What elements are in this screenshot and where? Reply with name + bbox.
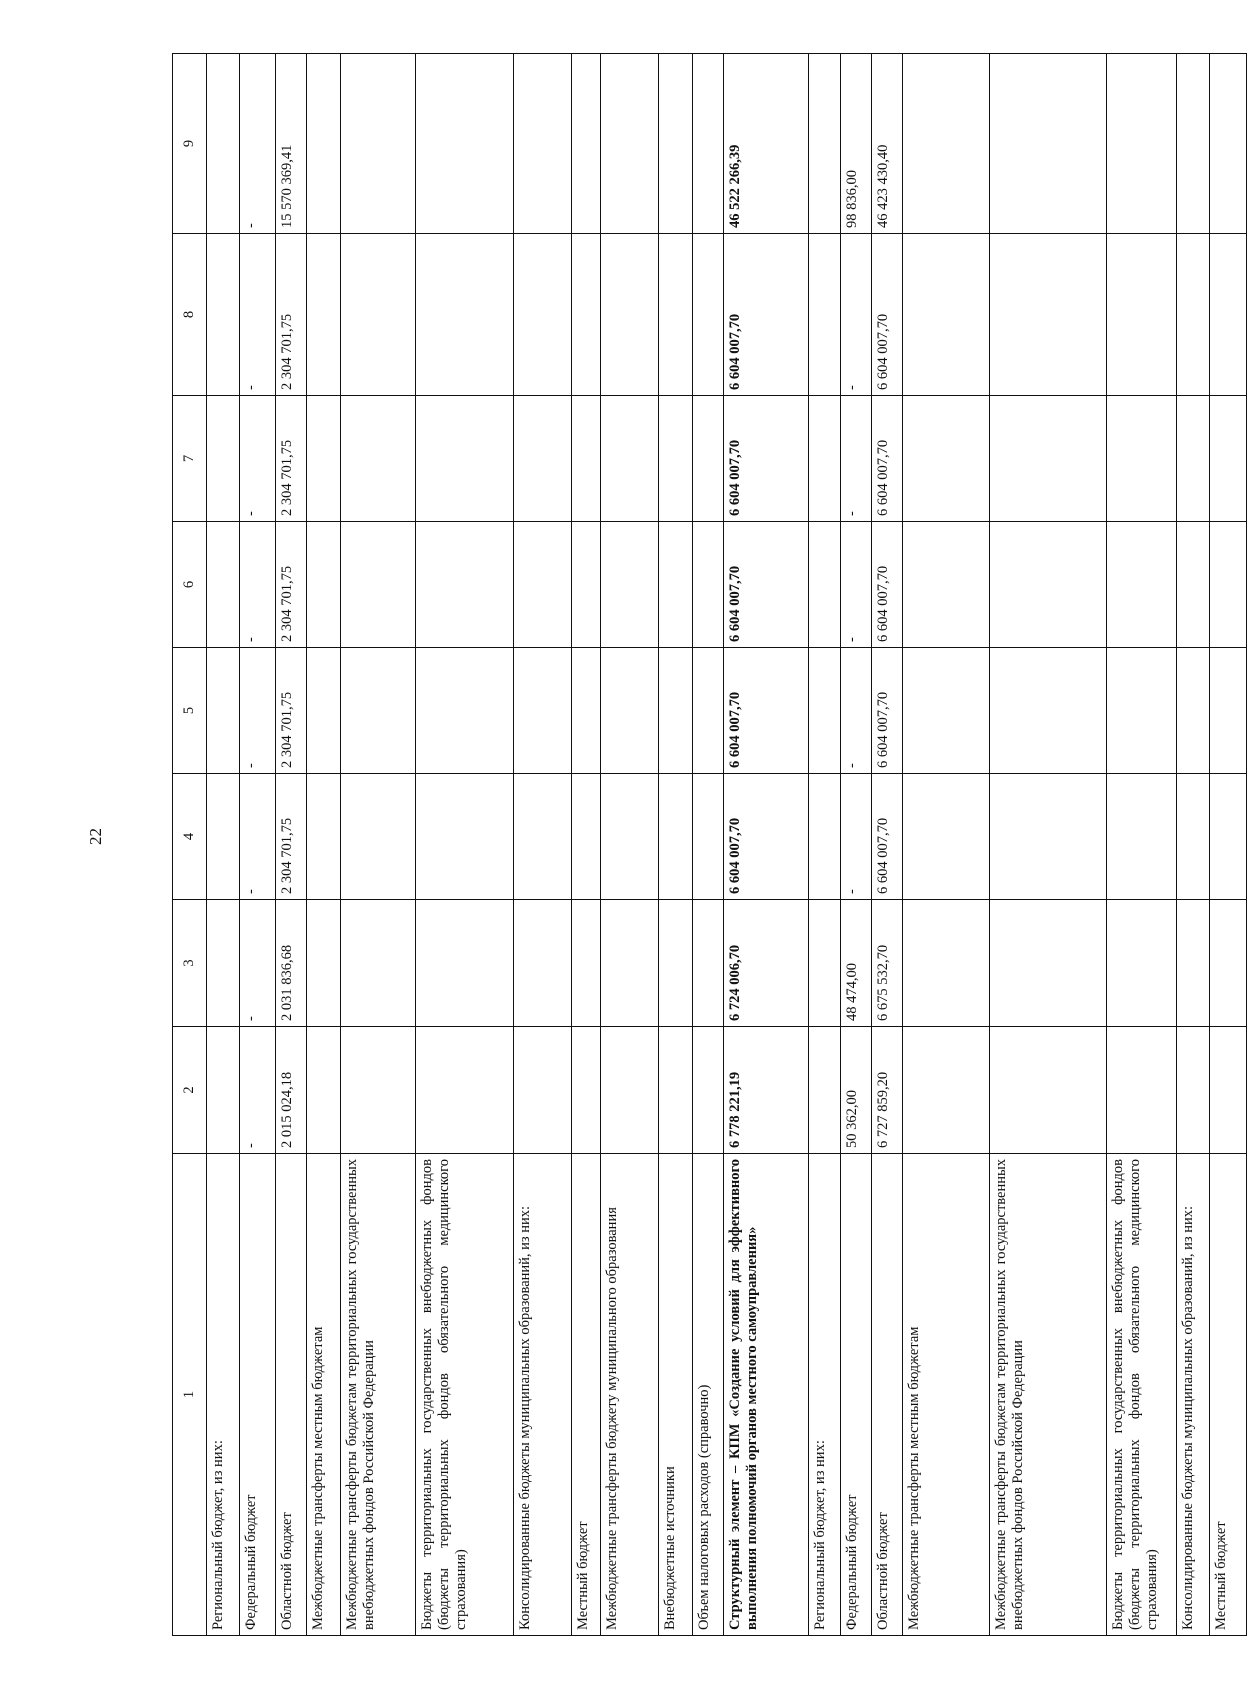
value-cell: -: [840, 774, 871, 900]
table-row: [276, 54, 307, 1636]
table-row: [1209, 54, 1246, 1636]
value-cell: [1209, 648, 1246, 774]
value-cell: 2 015 024,18: [276, 1027, 307, 1154]
table-row: [307, 54, 341, 1636]
value-cell: [692, 774, 723, 900]
value-cell: [415, 900, 513, 1027]
value-cell: [903, 522, 989, 648]
value-cell: -: [840, 522, 871, 648]
value-cell: [341, 234, 415, 396]
value-cell: [341, 522, 415, 648]
value-cell: [1107, 648, 1177, 774]
value-cell: [415, 774, 513, 900]
value-cell: [600, 54, 659, 234]
value-cell: [989, 234, 1107, 396]
value-cell: [206, 648, 240, 774]
value-cell: [1209, 1027, 1246, 1154]
value-cell: 15 570 369,41: [276, 54, 307, 234]
row-label: Межбюджетные трансферты бюджету муниципального образования: [600, 1154, 659, 1636]
table-row: [903, 54, 989, 1636]
value-cell: [692, 522, 723, 648]
value-cell: [692, 900, 723, 1027]
value-cell: [989, 648, 1107, 774]
value-cell: [571, 900, 600, 1027]
row-label: Бюджеты территориальных государственных внебюджетных фондов (бюджеты территориальных фондов обязательного медицинского страхования): [1107, 1154, 1177, 1636]
value-cell: [600, 396, 659, 522]
table-row: [206, 54, 240, 1636]
table-row: [840, 54, 871, 1636]
value-cell: 6 604 007,70: [724, 774, 809, 900]
value-cell: [1209, 900, 1246, 1027]
row-label: Внебюджетные источники: [659, 1154, 693, 1636]
value-cell: [571, 54, 600, 234]
table-row: [809, 54, 840, 1636]
row-label: Местный бюджет: [571, 1154, 600, 1636]
value-cell: [1177, 396, 1209, 522]
value-cell: [307, 900, 341, 1027]
value-cell: [415, 234, 513, 396]
value-cell: [809, 522, 840, 648]
value-cell: 2 304 701,75: [276, 774, 307, 900]
value-cell: [1209, 234, 1246, 396]
value-cell: [659, 396, 693, 522]
table-row: [513, 54, 571, 1636]
value-cell: [1177, 54, 1209, 234]
value-cell: [206, 54, 240, 234]
value-cell: [206, 396, 240, 522]
row-label: Межбюджетные трансферты местным бюджетам: [903, 1154, 989, 1636]
value-cell: [307, 1027, 341, 1154]
value-cell: 48 474,00: [840, 900, 871, 1027]
row-label: Бюджеты территориальных государственных внебюджетных фондов (бюджеты территориальных фондов обязательного медицинского страхования): [415, 1154, 513, 1636]
value-cell: -: [840, 648, 871, 774]
value-cell: [206, 900, 240, 1027]
table-row: [871, 54, 902, 1636]
value-cell: [1177, 648, 1209, 774]
column-header: 5: [173, 648, 207, 774]
column-header: 2: [173, 1027, 207, 1154]
value-cell: [415, 522, 513, 648]
value-cell: [415, 1027, 513, 1154]
value-cell: 6 604 007,70: [871, 522, 902, 648]
value-cell: 2 304 701,75: [276, 234, 307, 396]
value-cell: -: [840, 234, 871, 396]
row-label: Объем налоговых расходов (справочно): [692, 1154, 723, 1636]
value-cell: [989, 396, 1107, 522]
value-cell: [1107, 396, 1177, 522]
value-cell: 6 604 007,70: [724, 522, 809, 648]
value-cell: 6 604 007,70: [724, 648, 809, 774]
value-cell: [903, 1027, 989, 1154]
value-cell: [809, 234, 840, 396]
column-header: 8: [173, 234, 207, 396]
value-cell: [1209, 396, 1246, 522]
value-cell: [600, 774, 659, 900]
value-cell: [1107, 900, 1177, 1027]
table-row: [600, 54, 659, 1636]
value-cell: [341, 1027, 415, 1154]
value-cell: [659, 774, 693, 900]
row-label: Консолидированные бюджеты муниципальных образований, из них:: [513, 1154, 571, 1636]
value-cell: 46 423 430,40: [871, 54, 902, 234]
value-cell: [600, 900, 659, 1027]
value-cell: [809, 774, 840, 900]
column-header: 9: [173, 54, 207, 234]
value-cell: [600, 648, 659, 774]
column-header: 6: [173, 522, 207, 648]
column-header: 1: [173, 1154, 207, 1636]
value-cell: [903, 234, 989, 396]
value-cell: [692, 396, 723, 522]
value-cell: -: [240, 900, 276, 1027]
value-cell: [809, 54, 840, 234]
row-label: Местный бюджет: [1209, 1154, 1246, 1636]
value-cell: [692, 54, 723, 234]
value-cell: [1107, 1027, 1177, 1154]
value-cell: [571, 234, 600, 396]
value-cell: [513, 234, 571, 396]
value-cell: [571, 396, 600, 522]
value-cell: 2 031 836,68: [276, 900, 307, 1027]
value-cell: [1107, 774, 1177, 900]
value-cell: [903, 648, 989, 774]
value-cell: [513, 522, 571, 648]
table-row: [1177, 54, 1209, 1636]
value-cell: [206, 774, 240, 900]
value-cell: 6 604 007,70: [724, 396, 809, 522]
table-row: [341, 54, 415, 1636]
table-header-row: [173, 54, 207, 1636]
value-cell: [513, 774, 571, 900]
value-cell: [1209, 54, 1246, 234]
value-cell: [341, 648, 415, 774]
value-cell: 6 604 007,70: [871, 648, 902, 774]
value-cell: [513, 396, 571, 522]
value-cell: 6 724 006,70: [724, 900, 809, 1027]
value-cell: -: [240, 54, 276, 234]
table-row: [659, 54, 693, 1636]
row-label: Консолидированные бюджеты муниципальных образований, из них:: [1177, 1154, 1209, 1636]
value-cell: [1177, 522, 1209, 648]
table-row: [240, 54, 276, 1636]
table-row: [1107, 54, 1177, 1636]
value-cell: [513, 648, 571, 774]
value-cell: 2 304 701,75: [276, 396, 307, 522]
value-cell: 6 727 859,20: [871, 1027, 902, 1154]
value-cell: [307, 522, 341, 648]
value-cell: [1177, 900, 1209, 1027]
value-cell: [206, 234, 240, 396]
value-cell: [989, 900, 1107, 1027]
value-cell: [307, 234, 341, 396]
value-cell: [659, 1027, 693, 1154]
value-cell: [1177, 1027, 1209, 1154]
column-header: 4: [173, 774, 207, 900]
table-row: [692, 54, 723, 1636]
row-label: Межбюджетные трансферты бюджетам территориальных государственных внебюджетных фондов Российской Федерации: [341, 1154, 415, 1636]
row-label: Федеральный бюджет: [840, 1154, 871, 1636]
row-label: Региональный бюджет, из них:: [206, 1154, 240, 1636]
value-cell: [341, 774, 415, 900]
value-cell: 46 522 266,39: [724, 54, 809, 234]
value-cell: [989, 774, 1107, 900]
value-cell: [809, 1027, 840, 1154]
budget-table: [172, 53, 1247, 1636]
value-cell: [903, 54, 989, 234]
table-row: [724, 54, 809, 1636]
value-cell: 6 604 007,70: [871, 774, 902, 900]
value-cell: [415, 396, 513, 522]
value-cell: 6 778 221,19: [724, 1027, 809, 1154]
value-cell: [307, 54, 341, 234]
value-cell: [341, 900, 415, 1027]
row-label: Структурный элемент – КПМ «Создание условий для эффективного выполнения полномочий органов местного самоуправления»: [724, 1154, 809, 1636]
value-cell: [692, 234, 723, 396]
value-cell: [513, 1027, 571, 1154]
column-header: 3: [173, 900, 207, 1027]
value-cell: [307, 774, 341, 900]
value-cell: [206, 1027, 240, 1154]
value-cell: [1209, 522, 1246, 648]
page-number: 22: [86, 828, 105, 845]
value-cell: [571, 522, 600, 648]
value-cell: [1107, 522, 1177, 648]
value-cell: [600, 1027, 659, 1154]
value-cell: 2 304 701,75: [276, 522, 307, 648]
row-label: Областной бюджет: [871, 1154, 902, 1636]
value-cell: [903, 396, 989, 522]
value-cell: -: [240, 396, 276, 522]
value-cell: [513, 54, 571, 234]
value-cell: [571, 648, 600, 774]
value-cell: [415, 54, 513, 234]
value-cell: 6 604 007,70: [871, 396, 902, 522]
value-cell: 98 836,00: [840, 54, 871, 234]
value-cell: [989, 1027, 1107, 1154]
value-cell: [989, 522, 1107, 648]
value-cell: [571, 1027, 600, 1154]
rotated-table-wrapper: [172, 54, 1247, 1636]
column-header: 7: [173, 396, 207, 522]
table-row: [415, 54, 513, 1636]
value-cell: [659, 234, 693, 396]
value-cell: [415, 648, 513, 774]
value-cell: -: [840, 396, 871, 522]
row-label: Региональный бюджет, из них:: [809, 1154, 840, 1636]
value-cell: [659, 648, 693, 774]
value-cell: -: [240, 774, 276, 900]
value-cell: [659, 54, 693, 234]
value-cell: [600, 522, 659, 648]
value-cell: [692, 1027, 723, 1154]
value-cell: [307, 648, 341, 774]
value-cell: [1107, 234, 1177, 396]
value-cell: 6 675 532,70: [871, 900, 902, 1027]
value-cell: [903, 774, 989, 900]
value-cell: [571, 774, 600, 900]
value-cell: [1177, 774, 1209, 900]
value-cell: [809, 396, 840, 522]
value-cell: 6 604 007,70: [871, 234, 902, 396]
value-cell: [600, 234, 659, 396]
value-cell: [659, 522, 693, 648]
value-cell: -: [240, 522, 276, 648]
value-cell: 6 604 007,70: [724, 234, 809, 396]
value-cell: -: [240, 648, 276, 774]
value-cell: 50 362,00: [840, 1027, 871, 1154]
value-cell: [903, 900, 989, 1027]
table-row: [989, 54, 1107, 1636]
row-label: Межбюджетные трансферты местным бюджетам: [307, 1154, 341, 1636]
value-cell: [989, 54, 1107, 234]
value-cell: [1177, 234, 1209, 396]
value-cell: [1107, 54, 1177, 234]
value-cell: [659, 900, 693, 1027]
value-cell: -: [240, 1027, 276, 1154]
value-cell: [692, 648, 723, 774]
row-label: Областной бюджет: [276, 1154, 307, 1636]
table-row: [571, 54, 600, 1636]
value-cell: [809, 648, 840, 774]
value-cell: [341, 396, 415, 522]
value-cell: 2 304 701,75: [276, 648, 307, 774]
value-cell: [809, 900, 840, 1027]
value-cell: [307, 396, 341, 522]
row-label: Межбюджетные трансферты бюджетам территориальных государственных внебюджетных фондов Российской Федерации: [989, 1154, 1107, 1636]
value-cell: [341, 54, 415, 234]
value-cell: [206, 522, 240, 648]
value-cell: -: [240, 234, 276, 396]
row-label: Федеральный бюджет: [240, 1154, 276, 1636]
value-cell: [513, 900, 571, 1027]
value-cell: [1209, 774, 1246, 900]
